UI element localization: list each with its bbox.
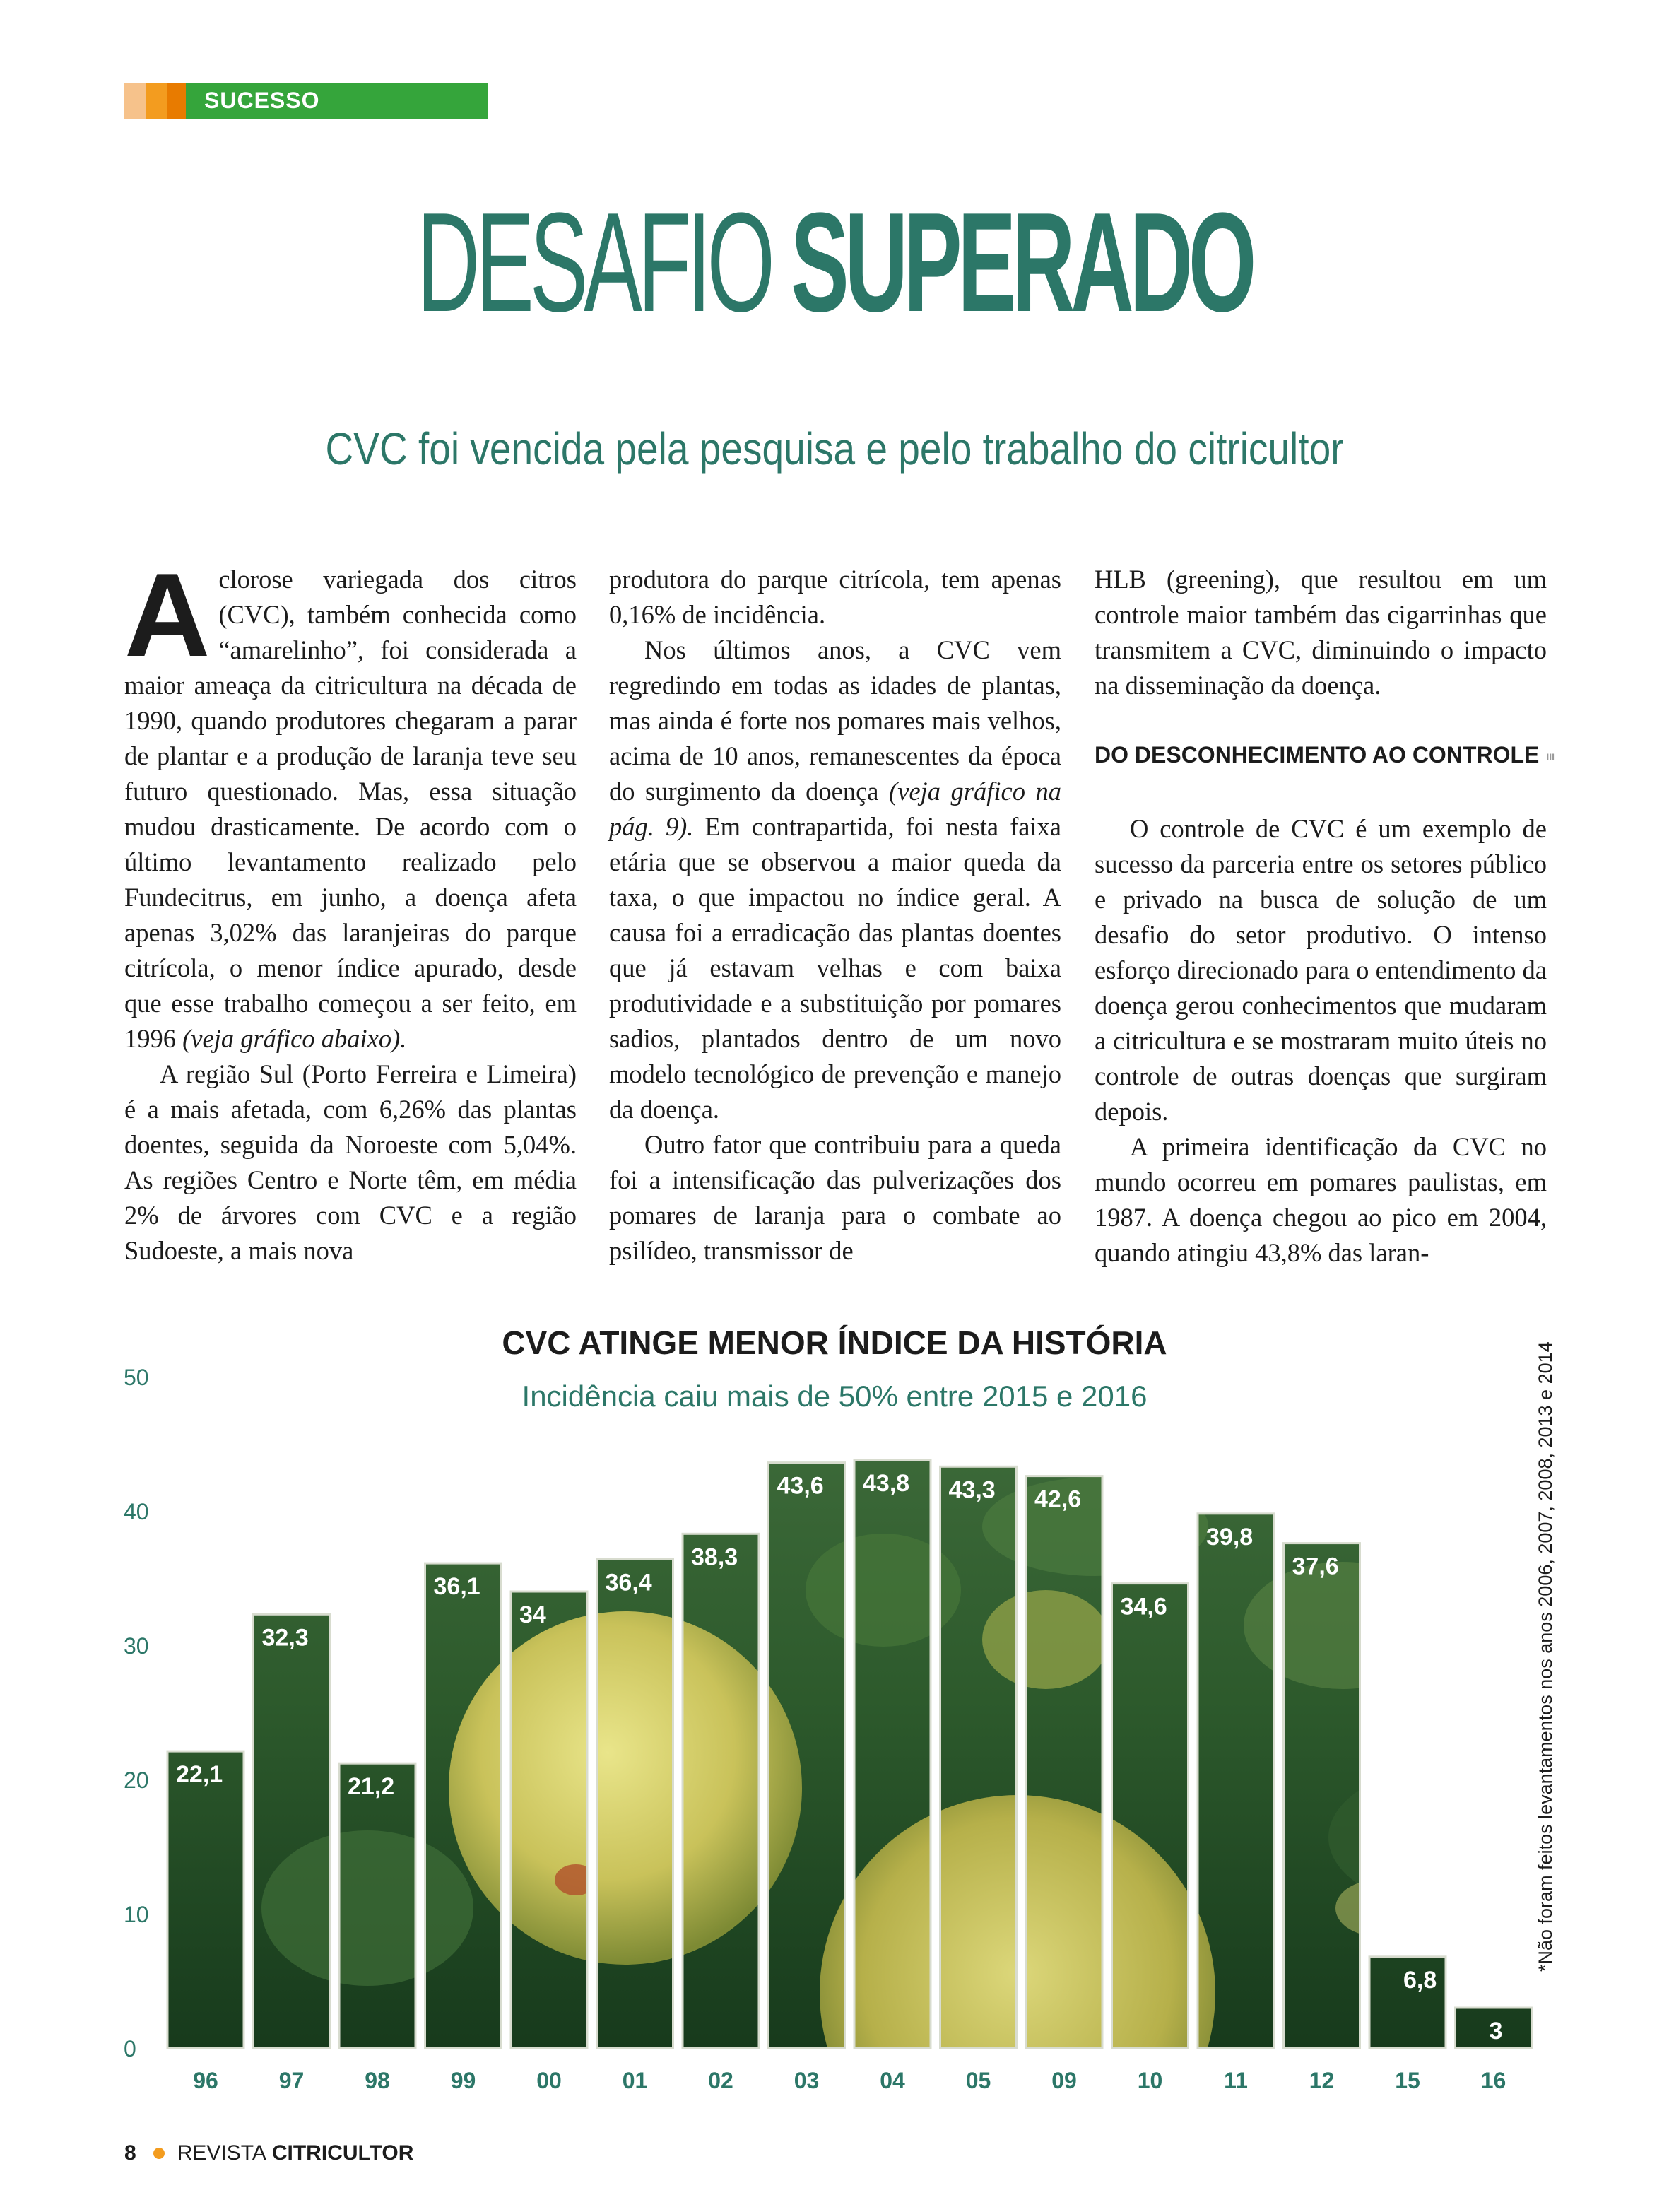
x-tick-label: 01 (622, 2068, 648, 2093)
paragraph-text: Nos últimos anos, a CVC vem regredindo em todas as idades de plantas, mas ainda é forte nos pomares mais velhos, acima de 10 anos, remanescentes da época do surgimento da doença (609, 635, 1061, 806)
chart-footnote: *Não foram feitos levantamentos nos anos 2006, 2007, 2008, 2013 e 2014 (1535, 1341, 1556, 1972)
bar-value-label: 43,3 (948, 1476, 996, 1504)
bar-value-label: 39,8 (1206, 1523, 1254, 1551)
magazine-name-bold: CITRICULTOR (271, 2141, 414, 2165)
x-tick-label: 12 (1309, 2068, 1335, 2093)
subheading-text: DO DESCONHECIMENTO AO CONTROLE (1095, 742, 1540, 767)
x-tick-label: 05 (965, 2068, 991, 2093)
paragraph: A região Sul (Porto Ferreira e Limeira) é a mais afetada, com 6,26% das plantas doentes, seguida da Noroeste com 5,04%. As regiões Centro e Norte têm, em média 2% de árvores com CVC e a região Sudoeste, a mais nova (124, 1059, 577, 1265)
x-tick-label: 15 (1395, 2068, 1420, 2093)
x-tick-label: 00 (536, 2068, 562, 2093)
x-tick-label: 03 (794, 2068, 820, 2093)
chart-subtitle: Incidência caiu mais de 50% entre 2015 e 2016 (521, 1379, 1148, 1413)
paragraph: HLB (greening), que resultou em um controle maior também das cigarrinhas que transmitem a CVC, diminuindo o impacto na disseminação da doença. (1095, 565, 1547, 700)
subheading-marks: III (1546, 751, 1555, 763)
bar-value-label: 38,3 (691, 1543, 738, 1571)
page-subtitle: CVC foi vencida pela pesquisa e pelo trabalho do citricultor (325, 423, 1344, 474)
bar-value-label: 37,6 (1292, 1553, 1339, 1580)
magazine-name-light: REVISTA (177, 2141, 266, 2165)
bar-value-label: 36,4 (605, 1569, 652, 1596)
page-footer (124, 2141, 413, 2165)
bar-value-label: 32,3 (261, 1624, 309, 1652)
section-label: SUCESSO (186, 83, 488, 119)
bullet-icon (153, 2148, 165, 2159)
paragraph: produtora do parque citrícola, tem apenas 0,16% de incidência. (609, 565, 1061, 629)
paragraph: O controle de CVC é um exemplo de sucesso da parceria entre os setores público e privado na busca de solução de um desafio do setor produtivo. O intenso esforço direcionado para o entendimento da doença gerou conhecimentos que mudaram a citricultura e se mostraram muito úteis no controle de outras doenças que surgiram depois. (1095, 813, 1547, 1126)
bar-value-label: 43,6 (777, 1472, 824, 1500)
x-tick-label: 96 (193, 2068, 218, 2093)
figure-reference: (veja gráfico abaixo). (182, 1024, 407, 1053)
bar-value-label: 34,6 (1120, 1593, 1167, 1620)
bar-value-label: 43,8 (863, 1469, 910, 1497)
bar-value-label: 3 (1489, 2018, 1503, 2045)
page-number: 8 (124, 2141, 136, 2165)
title-light: DESAFIO (416, 184, 771, 341)
x-tick-label: 10 (1137, 2068, 1163, 2093)
bar-value-label: 36,1 (433, 1573, 480, 1601)
title-bold: SUPERADO (791, 184, 1253, 341)
x-axis-labels (193, 2068, 1506, 2093)
y-tick-label: 20 (124, 1767, 149, 1793)
y-tick-label: 0 (124, 2036, 136, 2061)
paragraph: Outro fator que contribuiu para a queda foi a intensificação das pulverizações dos pomares de laranja para o combate ao psilídeo, transmissor de (609, 1130, 1061, 1265)
bar-value-label: 22,1 (176, 1761, 223, 1789)
y-tick-label: 50 (124, 1365, 149, 1390)
x-tick-label: 02 (708, 2068, 733, 2093)
bar-value-label: 6,8 (1403, 1966, 1437, 1994)
x-tick-label: 04 (880, 2068, 905, 2093)
paragraph: A primeira identificação da CVC no mundo ocorreu em pomares paulistas, em 1987. A doença chegou ao pico em 2004, quando atingiu 43,8% das laran- (1095, 1131, 1547, 1267)
x-tick-label: 09 (1051, 2068, 1077, 2093)
y-tick-label: 40 (124, 1499, 149, 1524)
drop-cap: A (124, 548, 211, 681)
y-tick-label: 10 (124, 1902, 149, 1927)
chart-title: CVC ATINGE MENOR ÍNDICE DA HISTÓRIA (502, 1324, 1167, 1361)
bar-value-label: 34 (519, 1601, 546, 1628)
figure-reference: (veja gráfico na pág. 9). (609, 777, 1062, 841)
paragraph-text: clorose variegada dos citros (CVC), também conhecida como “amarelinho”, foi considerada a maior ameaça da citricultura na década de 1990, quando produtores chegaram a parar de plantar e a produção de laranja teve seu futuro questionado. Mas, essa situação mudou drasticamente. De acordo com o último levantamento realizado pelo Fundecitrus, em junho, a doença afeta apenas 3,02% das laranjeiras do parque citrícola, o menor índice apurado, desde que esse trabalho começou a ser feito, em 1996 (124, 565, 577, 1053)
bar-value-label: 21,2 (348, 1773, 395, 1801)
x-tick-label: 11 (1224, 2068, 1248, 2093)
x-tick-label: 97 (278, 2068, 305, 2093)
y-axis (124, 1365, 149, 2061)
bar-value-label: 42,6 (1034, 1486, 1082, 1513)
paragraph-text: Em contrapartida, foi nesta faixa etária que se observou a maior queda da taxa, o que impactou no índice geral. A causa foi a erradicação das plantas doentes que já estavam velhas e com baixa produtividade e a substituição por pomares sadios, plantados dentro de um novo modelo tecnológico de prevenção e manejo da doença. (609, 812, 1062, 1124)
y-tick-label: 30 (124, 1633, 149, 1659)
x-tick-label: 99 (450, 2068, 476, 2093)
x-tick-label: 98 (365, 2068, 390, 2093)
x-tick-label: 16 (1480, 2068, 1506, 2093)
